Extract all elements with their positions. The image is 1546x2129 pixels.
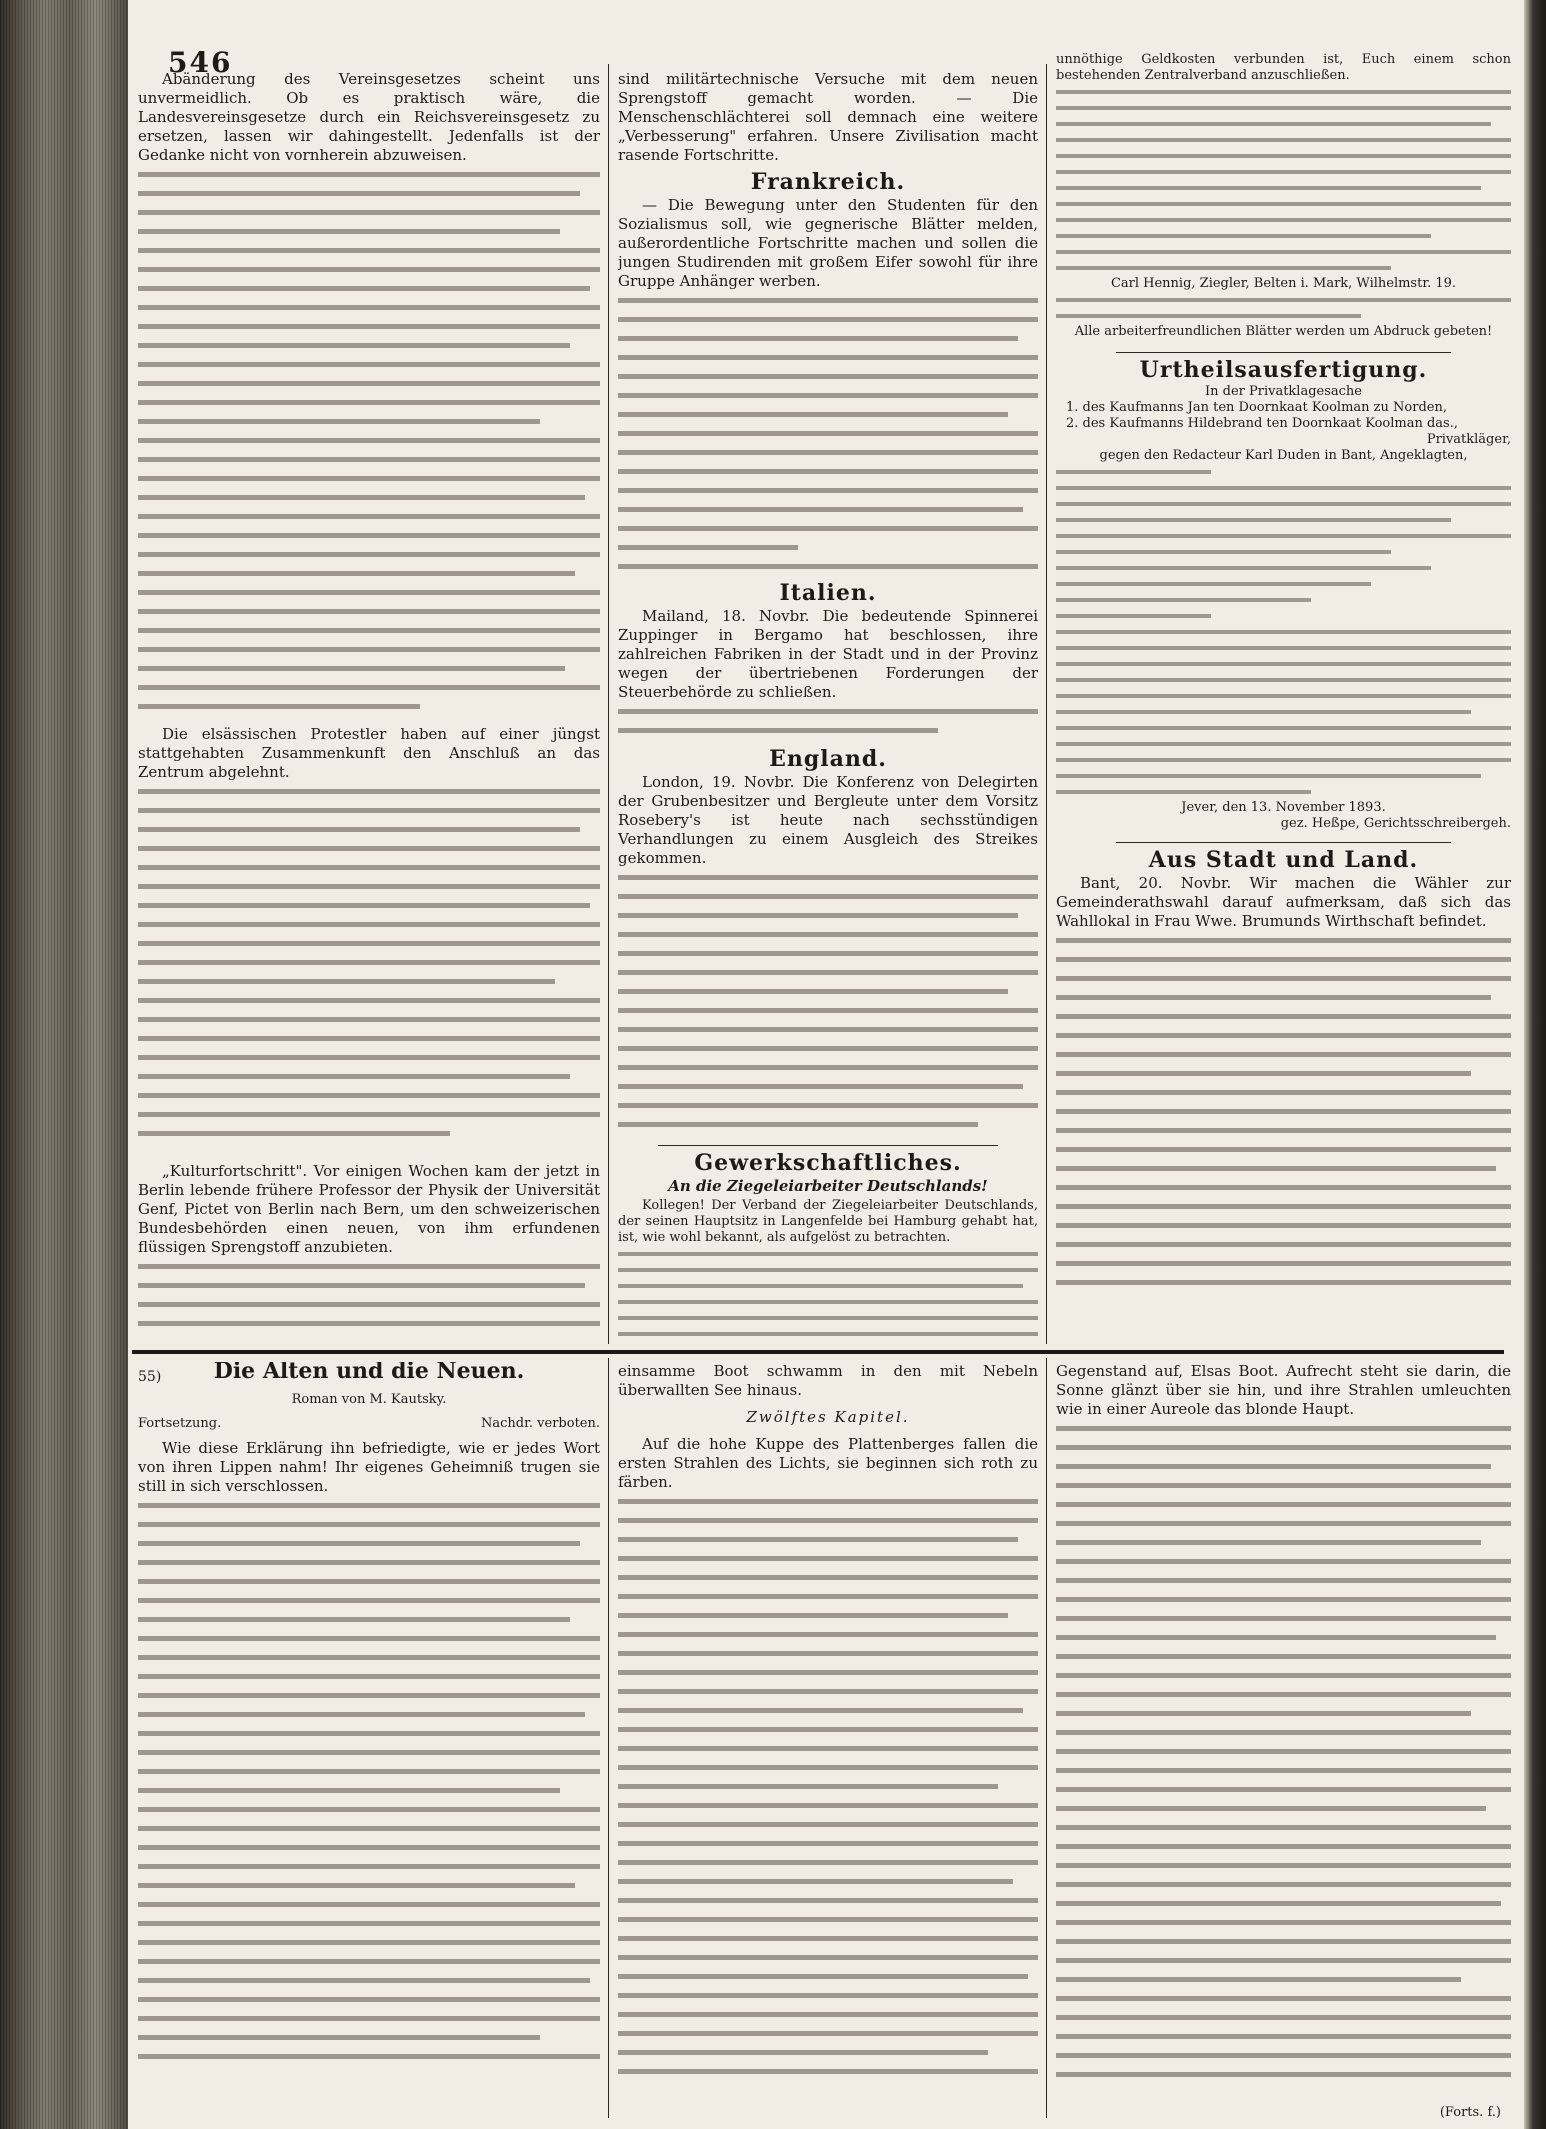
novel-text: Wie diese Erklärung ihn befriedigte, wie er jedes Wort von ihren Lippen nahm! Ihr eigenes Geheimniß trugen sie still in sich verschlossen. <box>138 1439 600 1495</box>
urtheil-line: 2. des Kaufmanns Hildebrand ten Doornkaat Koolman das., <box>1066 416 1458 431</box>
reprint-rights: Nachdr. verboten. <box>481 1416 600 1431</box>
novel-author: Roman von M. Kautsky. <box>291 1392 447 1407</box>
continuation-footer: (Forts. f.) <box>1439 2105 1501 2120</box>
divider <box>1116 352 1451 353</box>
article-text: Die elsässischen Protestler haben auf einer jüngst stattgehabten Zusammenkunft den Anschluß an das Zentrum abgelehnt. <box>138 725 600 781</box>
urtheil-line: 1. des Kaufmanns Jan ten Doornkaat Koolman zu Norden, <box>1066 400 1447 415</box>
divider <box>1116 842 1451 843</box>
continuation-note: Fortsetzung. <box>138 1416 222 1431</box>
column-3 <box>1056 52 1511 1342</box>
section-heading-frankreich: Frankreich. <box>750 169 906 195</box>
column-rule <box>1046 64 1047 1344</box>
article-text: sind militärtechnische Versuche mit dem neuen Sprengstoff gemacht worden. — Die Menschenschlächterei soll demnach eine weitere „Verbesserung" erfahren. Unsere Zivilisation macht rasende Fortschritte. <box>618 70 1038 164</box>
article-text: London, 19. Novbr. Die Konferenz von Delegirten der Grubenbesitzer und Bergleute unter dem Vorsitz Rosebery's ist heute nach sechsstündigen Verhandlungen zu einem Ausgleich des Streikes gekommen. <box>618 773 1038 867</box>
book-binding <box>0 0 128 2129</box>
text-block <box>138 165 600 725</box>
article-text: „Kulturfortschritt". Vor einigen Wochen kam der jetzt in Berlin lebende frühere Professor der Physik der Universität Genf, Pictet von Berlin nach Bern, um den schweizerischen Bundesbehörden einen neuen, von ihm erfundenen flüssigen Sprengstoff anzubieten. <box>138 1162 600 1256</box>
section-heading-england: England. <box>769 746 887 772</box>
column-rule <box>1046 1358 1047 2118</box>
text-block <box>1056 84 1511 276</box>
text-block <box>1056 464 1511 800</box>
column-rule <box>608 1358 609 2118</box>
subheading-ziegeleiarbeiter: An die Ziegeleiarbeiter Deutschlands! <box>668 1177 988 1195</box>
text-block <box>138 1496 600 2066</box>
feuilleton-column-2 <box>618 1362 1038 2122</box>
article-text: Bant, 20. Novbr. Wir machen die Wähler zur Gemeinderathswahl darauf aufmerksam, daß sich das Wahllokal in Frau Wwe. Brumunds Wirthschaft befindet. <box>1056 874 1511 930</box>
page-edge <box>1524 0 1546 2129</box>
signature-line: Carl Hennig, Ziegler, Belten i. Mark, Wilhelmstr. 19. <box>1110 276 1457 291</box>
page-number: 546 <box>168 46 233 79</box>
urtheil-date: Jever, den 13. November 1893. <box>1181 800 1386 815</box>
installment-number: 55) <box>138 1369 162 1385</box>
text-block <box>1056 292 1511 324</box>
text-block <box>1056 931 1511 1291</box>
article-text: — Die Bewegung unter den Studenten für den Sozialismus soll, wie gegnerische Blätter melden, außerordentliche Fortschritte machen und sollen die jungen Studirenden mit großem Eifer sowohl für ihre Gruppe Anhänger werben. <box>618 196 1038 290</box>
urtheil-line: Privatkläger, <box>1426 432 1511 447</box>
article-text: Mailand, 18. Novbr. Die bedeutende Spinnerei Zuppinger in Bergamo hat beschlossen, ihre zahlreichen Fabriken in der Stadt und in der Provinz wegen der übertriebenen Forderungen der Steuerbehörde zu schließen. <box>618 607 1038 701</box>
text-block <box>138 1257 600 1340</box>
article-text: Kollegen! Der Verband der Ziegeleiarbeiter Deutschlands, der seinen Hauptsitz in Langenfelde bei Hamburg gehabt hat, ist, wie wohl bekannt, als aufgelöst zu betrachten. <box>618 1198 1038 1245</box>
column-2 <box>618 70 1038 1340</box>
column-1 <box>138 70 600 1340</box>
section-heading-gewerkschaftliches: Gewerkschaftliches. <box>694 1150 962 1176</box>
text-block <box>618 868 1038 1133</box>
section-heading-urtheil: Urtheilsausfertigung. <box>1139 357 1428 383</box>
text-block <box>618 1492 1038 2092</box>
article-text: Abänderung des Vereinsgesetzes scheint uns unvermeidlich. Ob es praktisch wäre, die Landesvereinsgesetze durch ein Reichsvereinsgesetz zu ersetzen, lassen wir dahingestellt. Jedenfalls ist der Gedanke nicht von vornherein abzuweisen. <box>138 70 600 164</box>
feuilleton-column-3 <box>1056 1362 1511 2122</box>
column-rule <box>608 64 609 1344</box>
text-block <box>1056 1419 1511 2084</box>
novel-text: Gegenstand auf, Elsas Boot. Aufrecht steht sie darin, die Sonne glänzt über sie hin, und ihre Strahlen umleuchten wie in einer Aureole das blonde Haupt. <box>1056 1362 1511 1418</box>
section-heading-stadt-land: Aus Stadt und Land. <box>1148 847 1419 873</box>
feuilleton-separator <box>132 1350 1504 1354</box>
text-block <box>618 702 1038 742</box>
text-block <box>138 782 600 1162</box>
chapter-heading: Zwölftes Kapitel. <box>746 1408 910 1426</box>
novel-text: Auf die hohe Kuppe des Plattenberges fallen die ersten Strahlen des Lichts, sie beginnen sich roth zu färben. <box>618 1435 1038 1491</box>
text-block <box>618 1246 1038 1340</box>
newspaper-page <box>128 0 1524 2129</box>
section-heading-italien: Italien. <box>779 580 877 606</box>
feuilleton-column-1 <box>138 1362 600 2122</box>
urtheil-line: In der Privatklagesache <box>1204 384 1362 399</box>
article-text: unnöthige Geldkosten verbunden ist, Euch einem schon bestehenden Zentralverband anzuschließen. <box>1056 52 1511 83</box>
reprint-note: Alle arbeiterfreundlichen Blätter werden um Abdruck gebeten! <box>1074 324 1493 339</box>
urtheil-signature: gez. Heßpe, Gerichtsschreibergeh. <box>1280 816 1511 831</box>
divider <box>658 1145 998 1146</box>
novel-title: Die Alten und die Neuen. <box>213 1362 525 1384</box>
urtheil-line: gegen den Redacteur Karl Duden in Bant, Angeklagten, <box>1099 448 1468 463</box>
novel-text: einsamme Boot schwamm in den mit Nebeln überwallten See hinaus. <box>618 1362 1038 1399</box>
text-block <box>618 291 1038 576</box>
